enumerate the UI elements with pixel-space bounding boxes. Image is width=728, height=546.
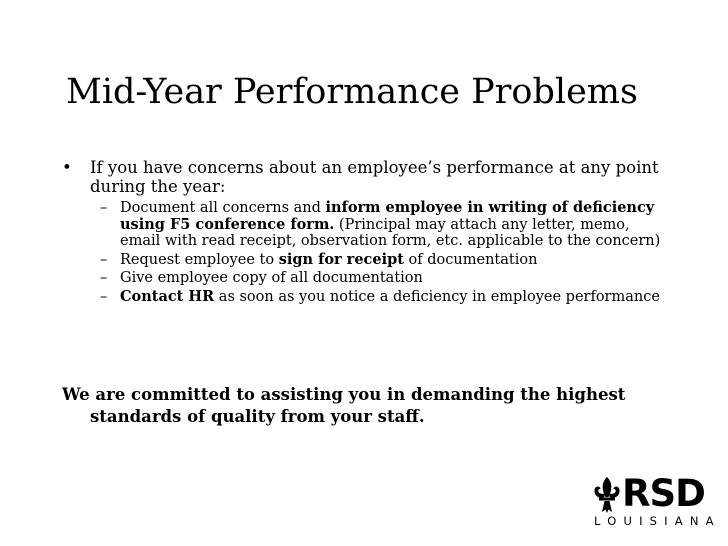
bullet-marker: •: [62, 158, 72, 177]
commitment-statement: We are committed to assisting you in demanding the highest standards of quality from your staff.: [62, 385, 626, 426]
logo-subtitle: LOUISIANA: [594, 514, 721, 528]
sub-item-text: (Principal may attach any letter, memo, email with read receipt, observation form, etc. applicable to the concern): [120, 216, 661, 249]
sub-item-bold: sign for receipt: [278, 250, 404, 268]
slide-title: Mid-Year Performance Problems: [66, 72, 638, 112]
content-list: [62, 158, 662, 305]
main-bullet-text: If you have concerns about an employee’s performance at any point during the year:: [90, 158, 659, 196]
sub-item-text: Give employee copy of all documentation: [120, 270, 423, 286]
sub-item-bold: Contact HR: [120, 287, 215, 305]
sub-item-bold: inform employee in writing of deficiency using F5 conference form.: [120, 199, 655, 233]
dash-marker: –: [100, 251, 108, 268]
sub-item: [62, 252, 662, 269]
dash-marker: –: [100, 270, 108, 286]
sub-item-text: Document all concerns and: [120, 200, 326, 216]
dash-marker: –: [100, 288, 108, 305]
sub-item: [62, 289, 662, 306]
sub-item-text: as soon as you notice a deficiency in employee performance: [214, 288, 660, 305]
main-bullet: [62, 158, 662, 196]
sub-item: [62, 200, 662, 250]
fleur-de-lis-icon: [592, 476, 622, 514]
logo-mark: RSD: [622, 472, 705, 515]
dash-marker: –: [100, 200, 108, 216]
sub-item-text: Request employee to: [120, 251, 279, 268]
sub-item: [62, 270, 662, 287]
rsd-louisiana-logo: [592, 472, 721, 532]
sub-item-text: of documentation: [403, 251, 538, 268]
